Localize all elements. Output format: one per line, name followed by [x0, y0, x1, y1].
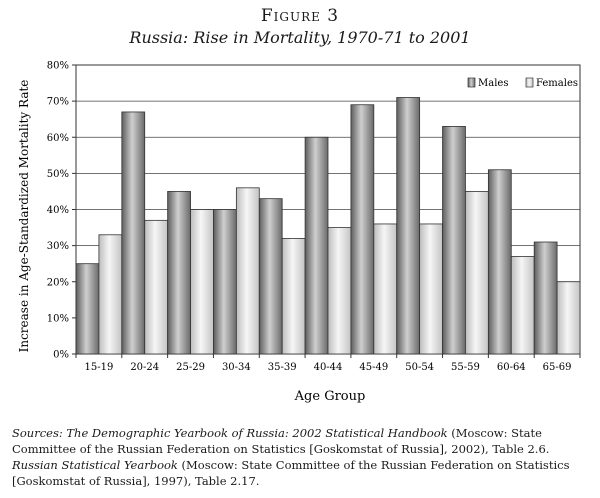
- y-tick-label: 10%: [46, 313, 69, 325]
- y-tick-label: 80%: [46, 60, 69, 72]
- bar-males-50-54: [397, 98, 420, 354]
- bar-males-65-69: [534, 242, 557, 354]
- y-tick-label: 60%: [46, 132, 69, 144]
- bar-chart: [0, 55, 600, 415]
- bar-males-55-59: [443, 126, 466, 354]
- source-1-title: The Demographic Yearbook of Russia: 2002 Statistical Handbook: [66, 426, 448, 440]
- y-axis-label: Increase in Age-Standardized Mortality Rate: [17, 79, 31, 353]
- legend-swatch-males: [468, 78, 475, 87]
- x-tick-label: 65-69: [542, 362, 572, 373]
- legend-label-females: Females: [536, 78, 579, 89]
- x-tick-label: 45-49: [359, 362, 389, 373]
- figure-title: Russia: Rise in Mortality, 1970-71 to 2001: [129, 28, 471, 47]
- bar-males-20-24: [122, 112, 145, 354]
- bar-males-15-19: [76, 264, 99, 354]
- bar-females-65-69: [557, 282, 580, 354]
- bar-males-25-29: [168, 191, 191, 354]
- x-tick-label: 20-24: [130, 362, 160, 373]
- sources-label: Sources:: [12, 426, 63, 440]
- bar-males-35-39: [259, 199, 282, 354]
- x-tick-label: 60-64: [496, 362, 526, 373]
- x-tick-label: 35-39: [267, 362, 297, 373]
- y-tick-label: 0%: [53, 349, 69, 361]
- bars: [76, 98, 580, 354]
- legend-label-males: Males: [478, 78, 509, 89]
- bar-females-20-24: [145, 220, 168, 354]
- sources-note: [12, 425, 592, 489]
- legend-swatch-females: [526, 78, 533, 87]
- bar-females-55-59: [465, 191, 488, 354]
- source-2-details: (Moscow: State Committee of the Russian Federation on Statistics [Goskomstat of Russia], 1997), Table 2.17.: [12, 458, 570, 488]
- x-tick-label: 40-44: [313, 362, 343, 373]
- x-tick-label: 30-34: [221, 362, 251, 373]
- y-tick-label: 50%: [46, 168, 69, 180]
- source-1-details: (Moscow: State Committee of the Russian Federation on Statistics [Goskomstat of Russia], 2002), Table 2.6.: [12, 426, 550, 456]
- bar-females-15-19: [99, 235, 122, 354]
- y-tick-label: 40%: [46, 205, 69, 216]
- bar-females-45-49: [374, 224, 397, 354]
- bar-males-45-49: [351, 105, 374, 354]
- source-2-title: Russian Statistical Yearbook: [12, 458, 178, 472]
- bar-males-30-34: [213, 210, 236, 355]
- x-axis-label: Age Group: [294, 389, 366, 404]
- figure-number: Figure 3: [260, 6, 340, 26]
- legend: [468, 78, 578, 89]
- y-tick-label: 20%: [46, 277, 69, 289]
- bar-females-30-34: [236, 188, 259, 354]
- x-tick-label: 55-59: [451, 362, 480, 373]
- y-tick-label: 30%: [46, 241, 69, 253]
- y-tick-label: 70%: [46, 96, 69, 108]
- x-tick-label: 25-29: [176, 362, 205, 373]
- bar-females-25-29: [191, 210, 214, 355]
- bar-females-60-64: [511, 256, 534, 354]
- bar-females-40-44: [328, 228, 351, 354]
- bar-females-35-39: [282, 238, 305, 354]
- x-tick-label: 15-19: [84, 362, 114, 373]
- bar-males-60-64: [488, 170, 511, 354]
- x-tick-label: 50-54: [405, 362, 435, 373]
- bar-males-40-44: [305, 137, 328, 354]
- bar-females-50-54: [420, 224, 443, 354]
